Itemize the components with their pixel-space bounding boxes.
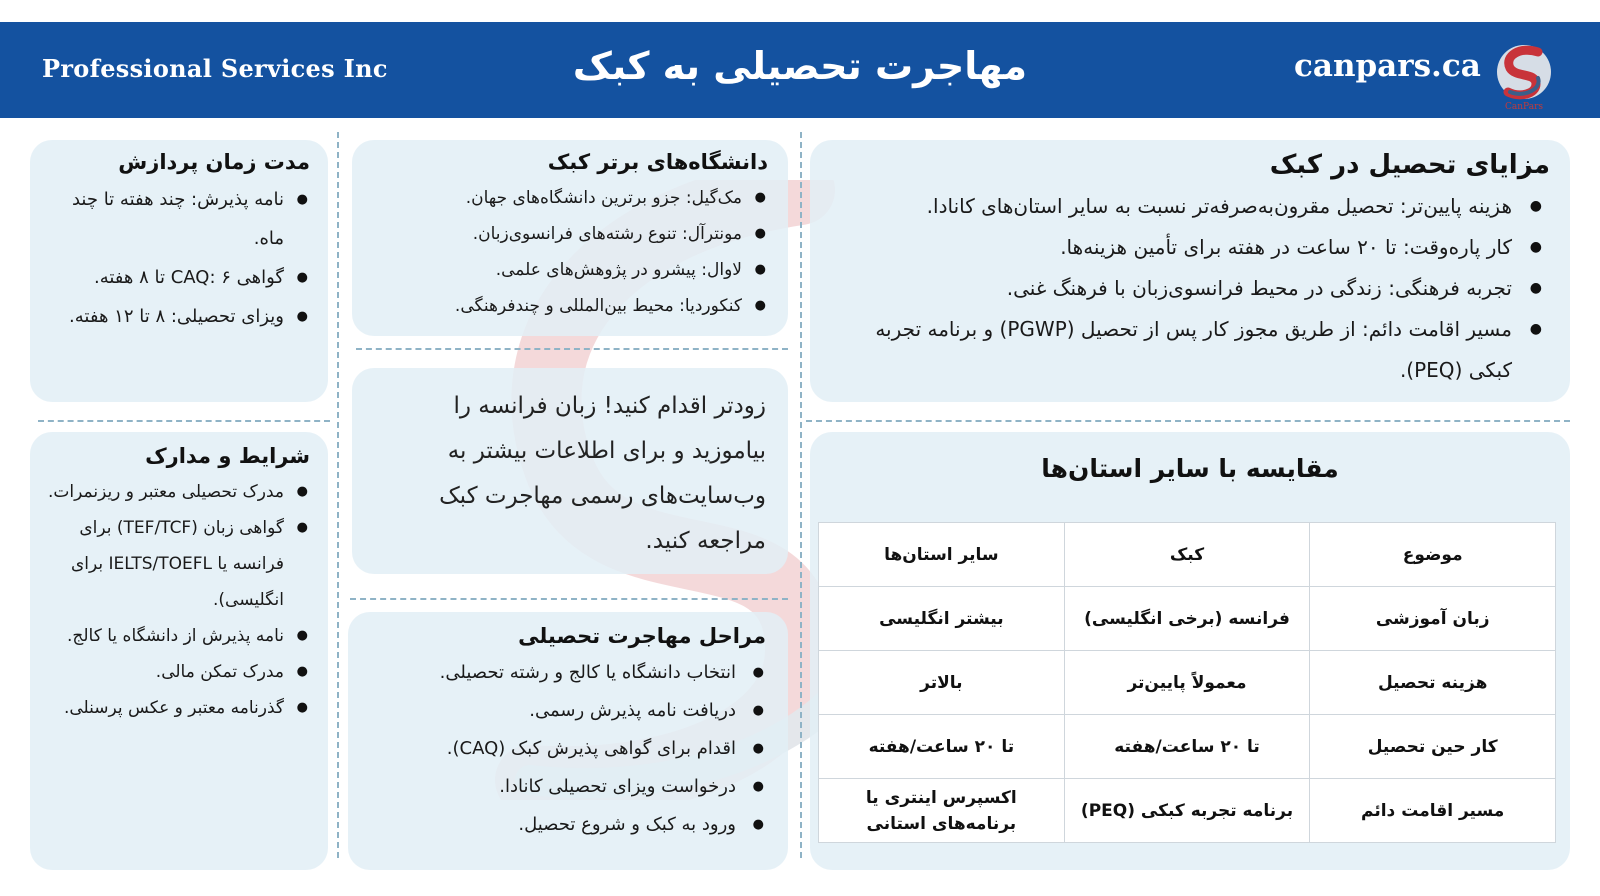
processing-card [30,140,328,402]
processing-list [50,180,310,336]
universities-card [352,140,788,336]
table-cell: تا ۲۰ ساعت/هفته [1064,715,1310,779]
table-row [819,715,1556,779]
divider-vertical-right [800,132,802,858]
list-item: ● دریافت نامه پذیرش رسمی. [368,692,766,730]
logo-icon [1490,42,1558,102]
list-item: ● مونترآل: تنوع رشته‌های فرانسوی‌زبان. [372,216,768,252]
table-cell: فرانسه (برخی انگلیسی) [1064,587,1310,651]
list-item: ● مسیر اقامت دائم: از طریق مجوز کار پس از تحصیل (PGWP) و برنامه تجربه کبکی (PEQ). [840,309,1550,391]
table-header: موضوع [1310,523,1556,587]
table-cell: برنامه تجربه کبکی (PEQ) [1064,779,1310,843]
brand-name: Professional Services Inc [42,54,388,83]
universities-list [372,180,768,324]
cta-card [352,368,788,574]
logo-caption: CanPars [1505,102,1543,112]
processing-title: مدت زمان پردازش [118,150,310,174]
requirements-card [30,432,328,870]
comparison-card [810,432,1570,870]
divider-right [806,420,1570,422]
list-item: ● ورود به کبک و شروع تحصیل. [368,806,766,844]
table-row [819,779,1556,843]
table-cell: زبان آموزشی [1310,587,1556,651]
list-item: ● مدرک تمکن مالی. [48,654,310,690]
table-header: سایر استان‌ها [819,523,1065,587]
steps-list [368,654,766,844]
header-bar [0,22,1600,118]
list-item: ● هزینه پایین‌تر: تحصیل مقرون‌به‌صرفه‌تر نسبت به سایر استان‌های کانادا. [840,186,1550,227]
table-cell: کار حین تحصیل [1310,715,1556,779]
table-header-row [819,523,1556,587]
table-cell: مسیر اقامت دائم [1310,779,1556,843]
universities-title: دانشگاه‌های برتر کبک [547,150,768,174]
divider-middle-top [356,348,788,350]
table-row [819,587,1556,651]
advantages-card [810,140,1570,402]
list-item: ● نامه پذیرش: چند هفته تا چند ماه. [50,180,310,258]
steps-title: مراحل مهاجرت تحصیلی [518,624,766,648]
requirements-title: شرایط و مدارک [145,444,310,468]
table-row [819,651,1556,715]
list-item: ● لاوال: پیشرو در پژوهش‌های علمی. [372,252,768,288]
table-cell: تا ۲۰ ساعت/هفته [819,715,1065,779]
list-item: ● مدرک تحصیلی معتبر و ریزنمرات. [48,474,310,510]
advantages-title: مزایای تحصیل در کبک [1269,150,1550,180]
list-item: ● گواهی زبان (TEF/TCF) برای فرانسه یا IELTS/TOEFL برای انگلیسی). [48,510,310,618]
steps-card [348,612,788,870]
table-cell: بیشتر انگلیسی [819,587,1065,651]
list-item: ● گواهی CAQ: ۶ تا ۸ هفته. [50,258,310,297]
table-cell: بالاتر [819,651,1065,715]
table-cell: هزینه تحصیل [1310,651,1556,715]
comparison-table [818,522,1556,843]
list-item: ● نامه پذیرش از دانشگاه یا کالج. [48,618,310,654]
divider-left [38,420,330,422]
table-cell: اکسپرس اینتری یا برنامه‌های استانی [819,779,1065,843]
cta-text: زودتر اقدام کنید! زبان فرانسه را بیاموزید و برای اطلاعات بیشتر به وب‌سایت‌های رسمی مهاجرت کبک مراجعه کنید. [439,393,766,554]
list-item: ● ویزای تحصیلی: ۸ تا ۱۲ هفته. [50,297,310,336]
advantages-list [840,186,1550,391]
table-cell: معمولاً پایین‌تر [1064,651,1310,715]
comparison-title: مقایسه با سایر استان‌ها [1041,454,1339,483]
list-item: ● کار پاره‌وقت: تا ۲۰ ساعت در هفته برای تأمین هزینه‌ها. [840,227,1550,268]
site-link[interactable]: canpars.ca [1294,48,1481,84]
list-item: ● گذرنامه معتبر و عکس پرسنلی. [48,690,310,726]
canpars-logo [1490,42,1558,114]
list-item: ● درخواست ویزای تحصیلی کانادا. [368,768,766,806]
table-header: کبک [1064,523,1310,587]
divider-vertical-left [337,132,339,858]
list-item: ● کنکوردیا: محیط بین‌المللی و چندفرهنگی. [372,288,768,324]
list-item: ● تجربه فرهنگی: زندگی در محیط فرانسوی‌زبان با فرهنگ غنی. [840,268,1550,309]
list-item: ● انتخاب دانشگاه یا کالج و رشته تحصیلی. [368,654,766,692]
divider-middle-bottom [350,598,788,600]
list-item: ● مک‌گیل: جزو برترین دانشگاه‌های جهان. [372,180,768,216]
list-item: ● اقدام برای گواهی پذیرش کبک (CAQ). [368,730,766,768]
page-title: مهاجرت تحصیلی به کبک [572,44,1028,88]
requirements-list [48,474,310,726]
